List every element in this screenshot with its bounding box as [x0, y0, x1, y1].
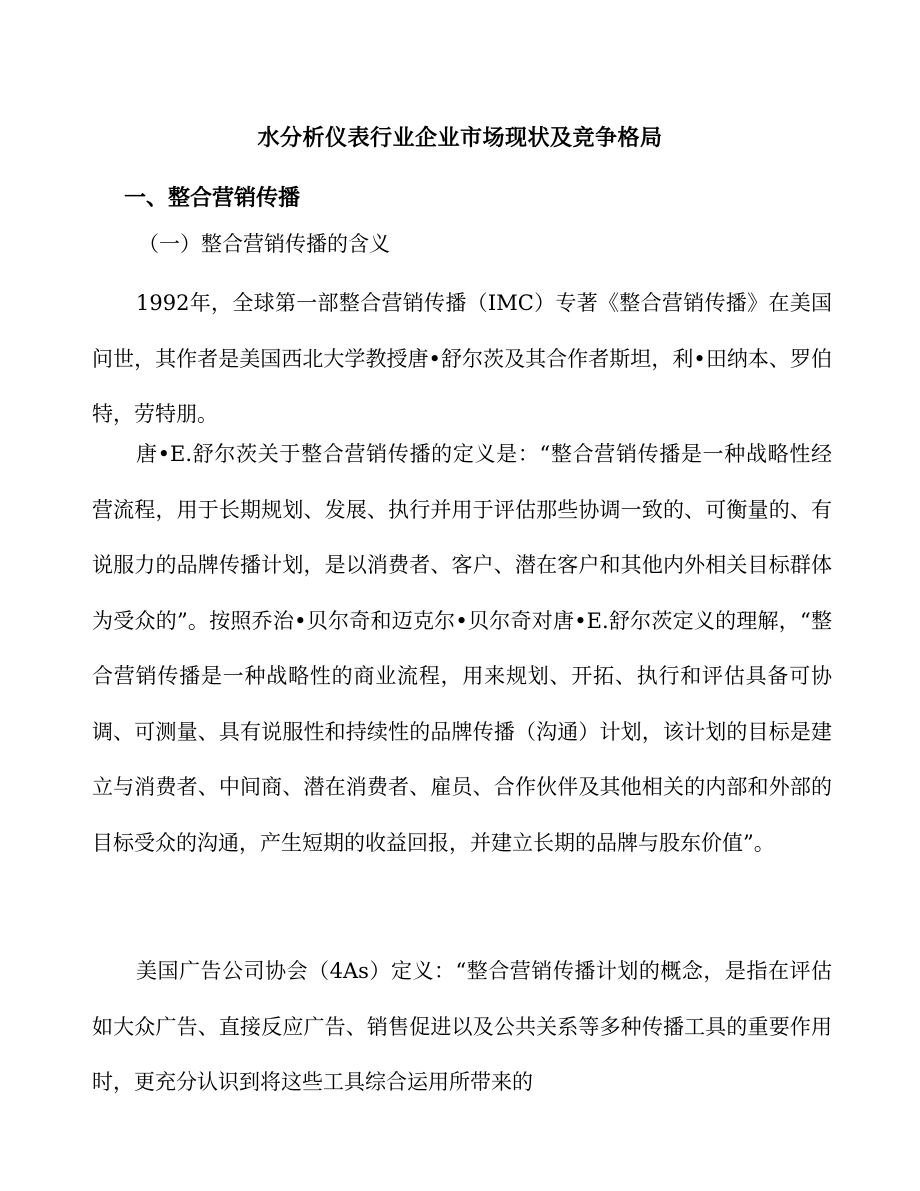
subsection-heading: （一）整合营销传播的含义: [138, 232, 390, 256]
paragraph-4as-definition: 美国广告公司协会（4As）定义：“整合营销传播计划的概念，是指在评估如大众广告、直接反应广告、销售促进以及公共关系等多种传播工具的重要作用时，更充分认识到将这些工具综合运用所带来的: [92, 959, 832, 1094]
paragraph-imc-definition: 唐•E.舒尔茨关于整合营销传播的定义是：“整合营销传播是一种战略性经营流程，用于长期规划、发展、执行并用于评估那些协调一致的、可衡量的、有说服力的品牌传播计划，是以消费者、客户、潜在客户和其他内外相关目标群体为受众的”。按照乔治•贝尔奇和迈克尔•贝尔奇对唐•E.舒尔茨定义的理解，“整合营销传播是一种战略性的商业流程，用来规划、开拓、执行和评估具备可协调、可测量、具有说服性和持续性的品牌传播（沟通）计划，该计划的目标是建立与消费者、中间商、潜在消费者、雇员、合作伙伴及其他相关的内部和外部的目标受众的沟通，产生短期的收益回报，并建立长期的品牌与股东价值”。: [92, 442, 832, 855]
document-title: 水分析仪表行业企业市场现状及竞争格局: [257, 125, 663, 151]
paragraph-imc-history: 1992年，全球第一部整合营销传播（IMC）专著《整合营销传播》在美国问世，其作者是美国西北大学教授唐•舒尔茨及其合作者斯坦，利•田纳本、罗伯特，劳特朋。: [92, 291, 832, 426]
section-heading: 一、整合营销传播: [124, 185, 301, 211]
